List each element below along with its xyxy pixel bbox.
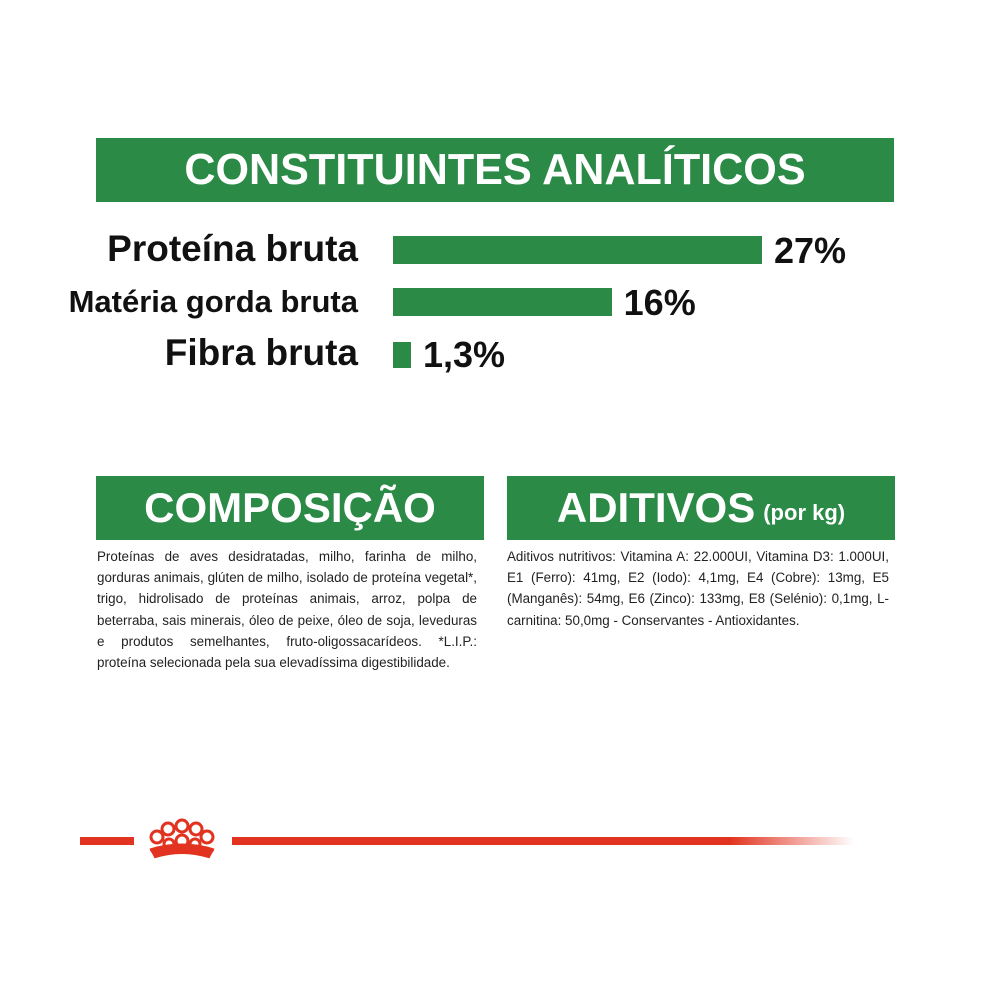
additives-subtitle: (por kg) xyxy=(763,500,846,525)
composition-title-banner xyxy=(96,476,484,540)
row-label-fat: Matéria gorda bruta xyxy=(68,284,358,319)
value-protein: 27% xyxy=(774,230,847,271)
bar-protein xyxy=(393,236,762,264)
analytics-title-banner xyxy=(96,138,894,202)
value-fiber: 1,3% xyxy=(423,334,506,375)
royal-canin-crown-icon xyxy=(136,812,228,868)
row-label-fiber: Fibra bruta xyxy=(164,332,358,373)
footer-rule-left xyxy=(80,837,134,845)
composition-text: Proteínas de aves desidratadas, milho, farinha de milho, gorduras animais, glúten de milho, isolado de proteína vegetal*, trigo, hidrolisado de proteínas animais, arroz, polpa de beterraba, sais minerais, óleo de peixe, óleo de soja, leveduras e produtos semelhantes, fruto-oligossacarídeos. *L.I.P.: proteína selecionada pela sua elevadíssima digestibilidade. xyxy=(97,549,477,671)
additives-title: ADITIVOS xyxy=(556,484,756,531)
value-fat: 16% xyxy=(623,282,696,323)
analytics-title: CONSTITUINTES ANALÍTICOS xyxy=(184,145,806,194)
bar-fat xyxy=(393,288,612,316)
composition-title: COMPOSIÇÃO xyxy=(144,484,436,531)
footer-rule-right xyxy=(232,837,854,845)
row-label-protein: Proteína bruta xyxy=(107,228,358,269)
additives-title-banner xyxy=(507,476,895,540)
additives-text: Aditivos nutritivos: Vitamina A: 22.000UI, Vitamina D3: 1.000UI, E1 (Ferro): 41mg, E2 (Iodo): 4,1mg, E4 (Cobre): 13mg, E5 (Manganês): 54mg, E6 (Zinco): 133mg, E8 (Selénio): 0,1mg, L-carnitina: 50,0mg - Conservantes - Antioxidantes. xyxy=(507,549,889,628)
bar-fiber xyxy=(393,342,411,368)
